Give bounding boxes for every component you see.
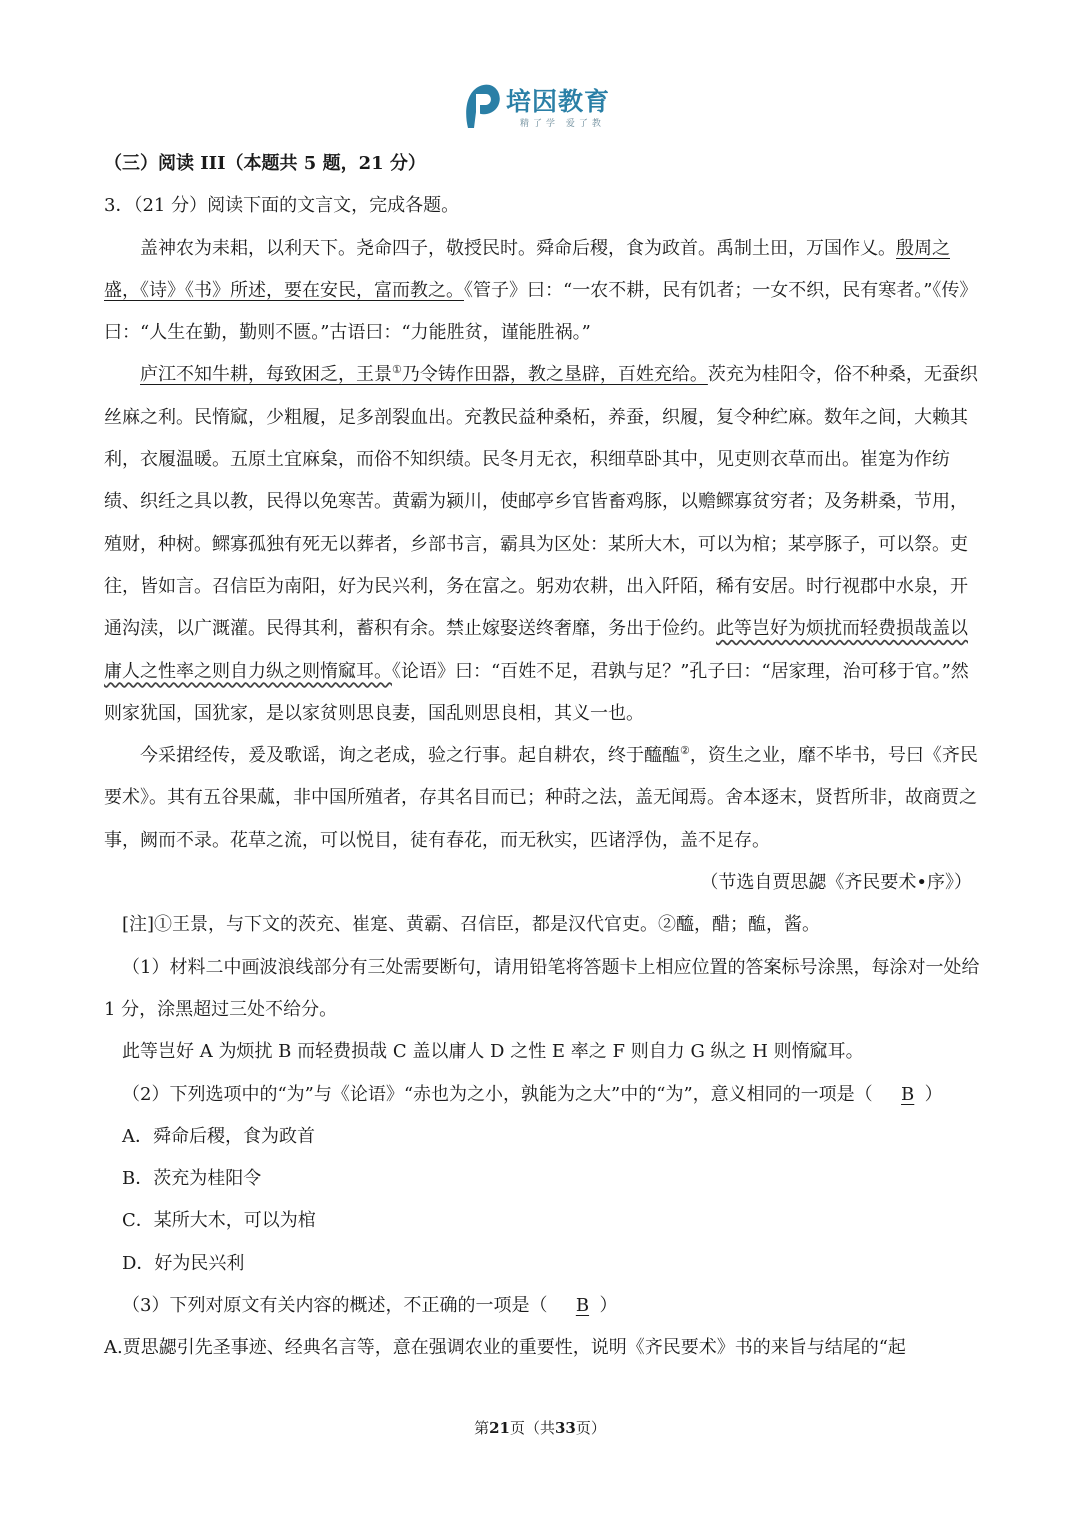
passage-text: 《管子》曰：“一农不耕，民有饥者；一女不织，民有寒者。”《传》曰：“人生在勤，勤则不匮。”古语曰：“力能胜贫，谨能胜祸。”	[104, 279, 978, 344]
option-a: A.贾思勰引先圣事迹、经典名言等，意在强调农业的重要性，说明《齐民要术》书的来旨与结尾的“起	[104, 1337, 906, 1359]
passage-paragraph-1	[104, 228, 980, 355]
passage-source: （节选自贾思勰《齐民要术•序》）	[700, 872, 972, 894]
logo-slogan: 精了学 爱了教	[520, 119, 605, 129]
sub-question-3	[104, 1285, 980, 1327]
question-intro: 3．（21 分）阅读下面的文言文，完成各题。	[104, 195, 460, 217]
option-d: D．好为民兴利	[122, 1252, 245, 1274]
passage-text: 茨充为桂阳令，俗不种桑，无蚕织丝麻之利。民惰窳，少粗履，足多剖裂血出。充教民益种桑柘，养蚕，织履，复令种纻麻。数年之间，大赖其利，衣履温暖。五原土宜麻枲，而俗不知织绩。民冬月无衣，积细草卧其中，见吏则衣草而出。崔寔为作纺绩、织纴之具以教，民得以免寒苦。黄霸为颍川，使邮亭乡官皆畜鸡豚，以赡鳏寡贫穷者；及务耕桑，节用，殖财，种树。鳏寡孤独有死无以葬者，乡部书言，霸具为区处：某所大木，可以为棺；某亭豚子，可以祭。吏往，皆如言。召信臣为南阳，好为民兴利，务在富之。躬劝农耕，出入阡陌，稀有安居。时行视郡中水泉，开通沟渎，以广溉灌。民得其利，蓄积有余。禁止嫁娶送终奢靡，务出于俭约。	[104, 364, 978, 640]
footer-text: 页）	[575, 1419, 606, 1437]
passage-text: ，资生之业，靡不毕书，号曰《齐民要术》。其有五谷果蓏，非中国所殖者，存其名目而已；种莳之法，盖无闻焉。舍本逐末，贤哲所非，故商贾之事，阙而不录。花草之流，可以悦目，徒有春花，而无秋实，匹诸浮伪，盖不足存。	[104, 745, 978, 851]
document-body	[104, 143, 980, 1370]
question-close: ）	[599, 1295, 618, 1317]
passage-text: 庐江不知牛耕，每致困乏，王景	[140, 364, 392, 386]
logo-p-icon	[460, 82, 506, 130]
question-stem: （2）下列选项中的“为”与《论语》“赤也为之小，孰能为之大”中的“为”，意义相同的一项是（	[122, 1083, 873, 1105]
footer-text: 第	[474, 1419, 490, 1437]
wavy-underlined-text: 此等岂好为烦扰而轻费损哉盖以庸人之性率之则自力纵之则惰窳耳。	[104, 618, 968, 682]
brand-logo	[460, 80, 635, 132]
sub-question-1-sentence: 此等岂好 A 为烦扰 B 而轻费损哉 C 盖以庸人 D 之性 E 率之 F 则自力 G 纵之 H 则惰窳耳。	[122, 1041, 864, 1063]
section-title: （三）阅读 III（本题共 5 题，21 分）	[104, 153, 426, 174]
page-number: 21	[489, 1419, 510, 1437]
passage-text: 乃令铸作田器，教之垦辟，百姓充给。	[401, 364, 708, 386]
note-marker-2: ②	[680, 744, 690, 758]
passage-text: 今采捃经传，爰及歌谣，询之老成，验之行事。起自耕农，终于醯醢	[140, 745, 680, 767]
option-b: B．茨充为桂阳令	[122, 1168, 262, 1190]
passage-paragraph-3	[104, 735, 980, 862]
page-total: 33	[555, 1419, 576, 1437]
question-close: ）	[924, 1083, 943, 1105]
answer-blank: B	[575, 1295, 590, 1317]
answer-blank: B	[901, 1083, 915, 1105]
note-marker-1: ①	[392, 363, 402, 377]
footer-text: 页（共	[509, 1419, 555, 1437]
passage-text: 《论语》曰：“百姓不足，君孰与足？”孔子曰：“居家理，治可移于官。”然则家犹国，国犹家，是以家贫则思良妻，国乱则思良相，其义一也。	[104, 660, 969, 724]
passage-paragraph-2	[104, 354, 980, 735]
underlined-text: 殷周之盛，《诗》《书》所述，要在安民，富而教之。	[104, 237, 950, 301]
underlined-text	[140, 364, 708, 385]
question-stem: （3）下列对原文有关内容的概述，不正确的一项是（	[122, 1295, 548, 1317]
page-footer	[0, 1417, 1080, 1438]
passage-note: [注]①王景，与下文的茨充、崔寔、黄霸、召信臣，都是汉代官吏。②醯，醋；醢，酱。	[122, 914, 821, 936]
logo-name: 培因教育	[506, 87, 611, 116]
passage-text: 盖神农为耒耜，以利天下。尧命四子，敬授民时。舜命后稷，食为政首。禹制土田，万国作乂。	[140, 237, 896, 259]
option-a: A．舜命后稷，食为政首	[122, 1125, 315, 1147]
sub-question-1: （1）材料二中画波浪线部分有三处需要断句，请用铅笔将答题卡上相应位置的答案标号涂黑，每涂对一处给 1 分，涂黑超过三处不给分。	[104, 956, 980, 1020]
sub-question-2	[104, 1074, 980, 1116]
option-c: C．某所大木，可以为棺	[122, 1210, 316, 1232]
